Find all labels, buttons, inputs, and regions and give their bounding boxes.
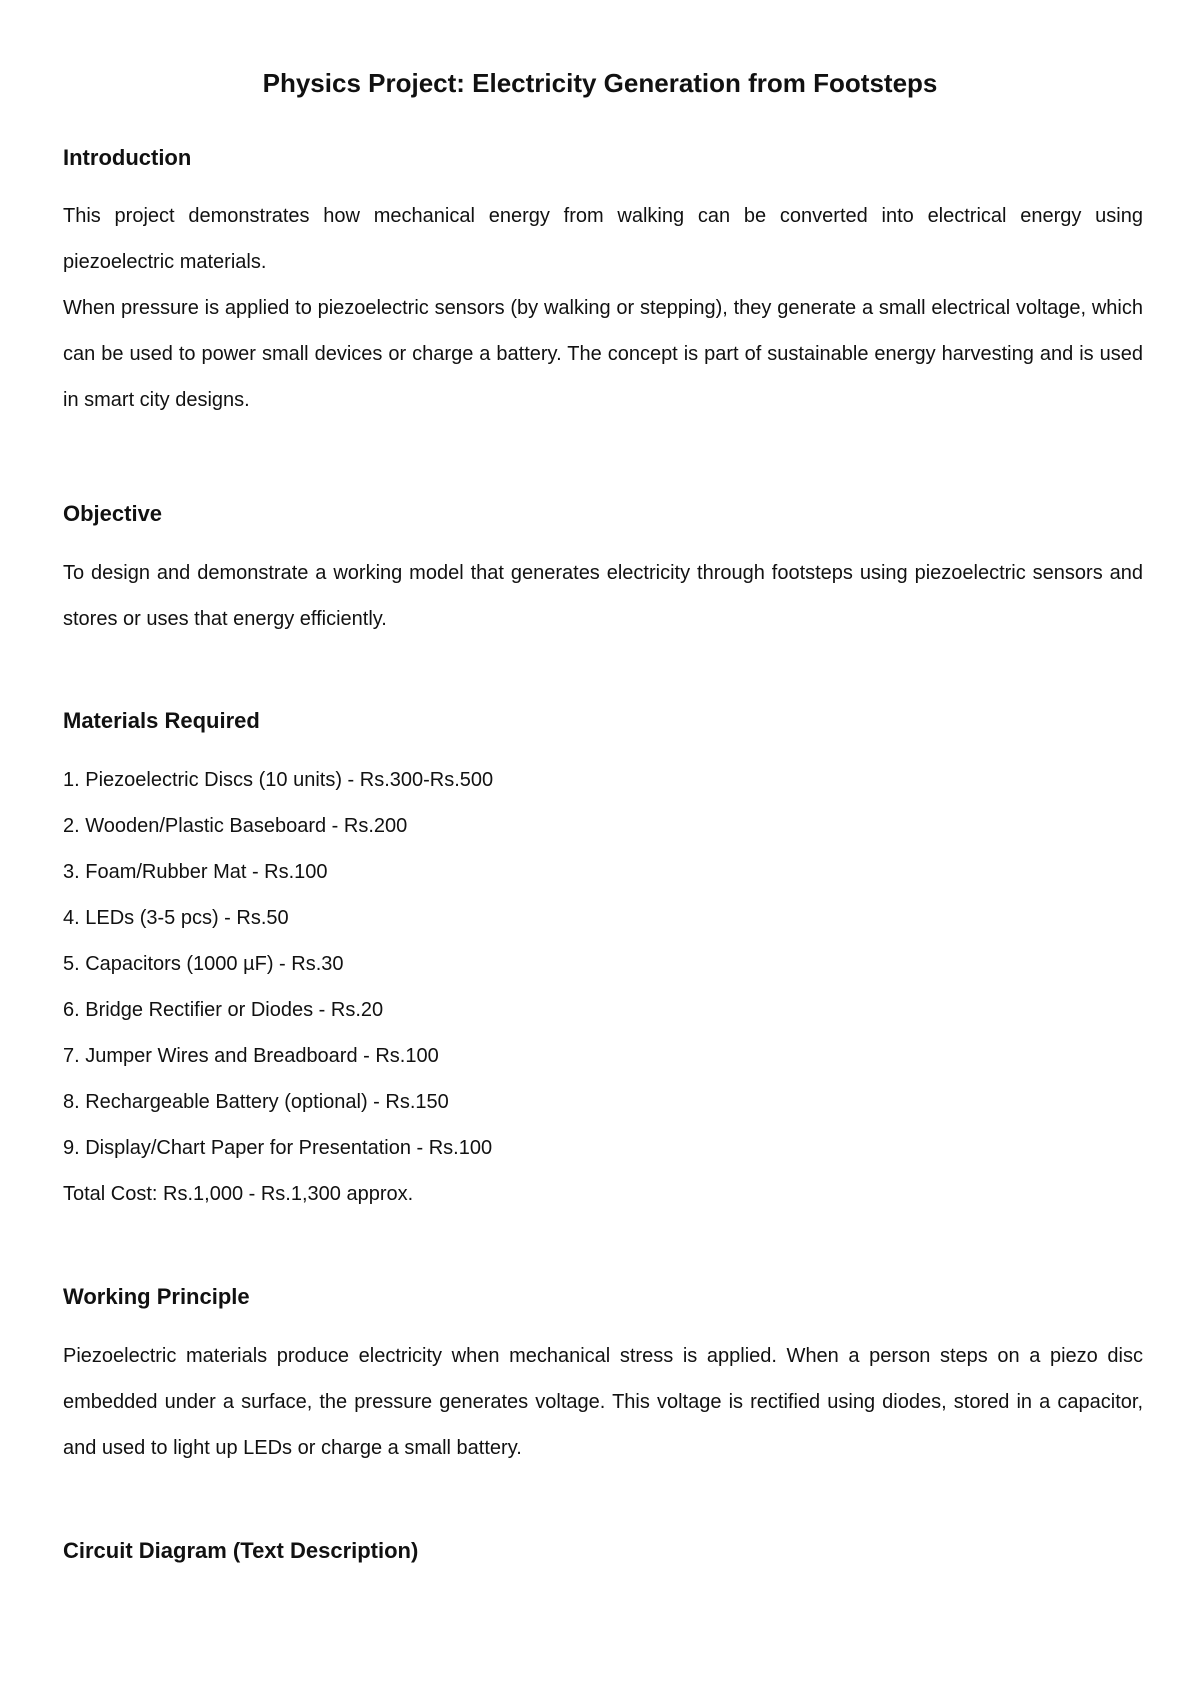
working-principle-heading: Working Principle <box>63 1284 250 1309</box>
list-item: 5. Capacitors (1000 µF) - Rs.30 <box>63 953 344 975</box>
list-item: 1. Piezoelectric Discs (10 units) - Rs.300-Rs.500 <box>63 769 494 791</box>
list-item: 4. LEDs (3-5 pcs) - Rs.50 <box>63 907 289 929</box>
list-item: 8. Rechargeable Battery (optional) - Rs.150 <box>63 1091 449 1113</box>
working-principle-section <box>63 1333 1143 1471</box>
objective-section <box>63 550 1143 642</box>
list-item: 2. Wooden/Plastic Baseboard - Rs.200 <box>63 815 408 837</box>
list-item: 7. Jumper Wires and Breadboard - Rs.100 <box>63 1045 439 1067</box>
introduction-section <box>63 193 1143 423</box>
circuit-diagram-heading: Circuit Diagram (Text Description) <box>63 1538 419 1563</box>
materials-heading: Materials Required <box>63 708 260 733</box>
materials-total: Total Cost: Rs.1,000 - Rs.1,300 approx. <box>63 1183 414 1205</box>
list-item: 3. Foam/Rubber Mat - Rs.100 <box>63 861 328 883</box>
materials-list <box>63 757 1143 1217</box>
objective-paragraph: To design and demonstrate a working model that generates electricity through footsteps using piezoelectric sensors and stores or uses that energy efficiently. <box>63 562 1143 630</box>
working-principle-paragraph: Piezoelectric materials produce electricity when mechanical stress is applied. When a person steps on a piezo disc embedded under a surface, the pressure generates voltage. This voltage is rectified using diodes, stored in a capacitor, and used to light up LEDs or charge a small battery. <box>63 1345 1143 1459</box>
introduction-paragraph-1: This project demonstrates how mechanical energy from walking can be converted into electrical energy using piezoelectric materials. <box>63 205 1143 273</box>
introduction-paragraph-2: When pressure is applied to piezoelectric sensors (by walking or stepping), they generate a small electrical voltage, which can be used to power small devices or charge a battery. The concept is part of sustainable energy harvesting and is used in smart city designs. <box>63 297 1143 411</box>
list-item: 9. Display/Chart Paper for Presentation - Rs.100 <box>63 1137 493 1159</box>
document-title: Physics Project: Electricity Generation from Footsteps <box>262 68 938 98</box>
list-item: 6. Bridge Rectifier or Diodes - Rs.20 <box>63 999 384 1021</box>
objective-heading: Objective <box>63 501 163 526</box>
introduction-heading: Introduction <box>63 145 192 170</box>
